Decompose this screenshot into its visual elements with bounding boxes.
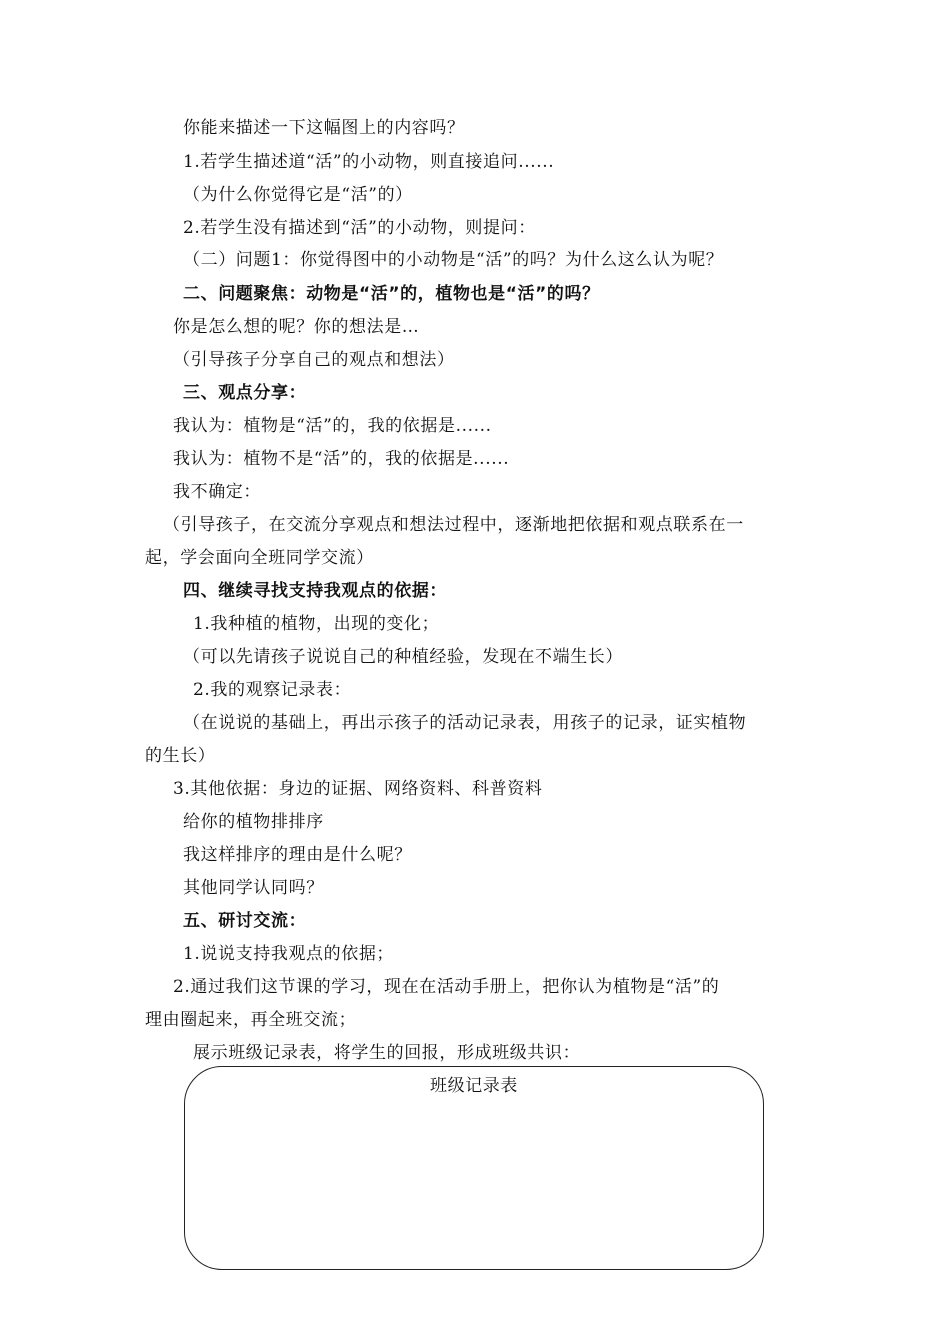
- paragraph-line: 起，学会面向全班同学交流）: [145, 548, 374, 568]
- paragraph-line: （引导孩子，在交流分享观点和想法过程中，逐渐地把依据和观点联系在一: [163, 515, 744, 535]
- paragraph-line: 展示班级记录表，将学生的回报，形成班级共识：: [193, 1043, 581, 1063]
- paragraph-line: 2.若学生没有描述到“活”的小动物，则提问：: [183, 218, 536, 238]
- paragraph-line: 我这样排序的理由是什么呢？: [183, 845, 412, 865]
- paragraph-line: （可以先请孩子说说自己的种植经验，发现在不端生长）: [183, 647, 623, 667]
- paragraph-line: 理由圈起来，再全班交流；: [145, 1010, 357, 1030]
- paragraph-line: 3.其他依据：身边的证据、网络资料、科普资料: [173, 779, 543, 799]
- paragraph-line: 你能来描述一下这幅图上的内容吗？: [183, 118, 465, 138]
- class-record-box: [184, 1066, 764, 1270]
- paragraph-line: （二）问题1：你觉得图中的小动物是“活”的吗？为什么这么认为呢？: [183, 250, 724, 270]
- paragraph-line: 你是怎么想的呢？你的想法是…: [173, 317, 420, 337]
- paragraph-line: （在说说的基础上，再出示孩子的活动记录表，用孩子的记录，证实植物: [183, 713, 747, 733]
- section-heading: 二、问题聚焦：动物是“活”的，植物也是“活”的吗？: [183, 284, 600, 304]
- paragraph-line: 1.说说支持我观点的依据；: [183, 944, 395, 964]
- paragraph-line: （为什么你觉得它是“活”的）: [183, 185, 413, 205]
- paragraph-line: 我认为：植物是“活”的，我的依据是......: [173, 416, 492, 436]
- section-heading: 四、继续寻找支持我观点的依据：: [183, 581, 447, 601]
- paragraph-line: 1.我种植的植物，出现的变化；: [193, 614, 440, 634]
- paragraph-line: 的生长）: [145, 746, 216, 766]
- record-box-title: 班级记录表: [430, 1076, 518, 1096]
- paragraph-line: 2.通过我们这节课的学习，现在在活动手册上，把你认为植物是“活”的: [173, 977, 720, 997]
- paragraph-line: 1.若学生描述道“活”的小动物，则直接追问......: [183, 152, 555, 172]
- paragraph-line: （引导孩子分享自己的观点和想法）: [173, 350, 455, 370]
- paragraph-line: 我认为：植物不是“活”的，我的依据是......: [173, 449, 510, 469]
- paragraph-line: 给你的植物排排序: [183, 812, 324, 832]
- paragraph-line: 其他同学认同吗？: [183, 878, 324, 898]
- paragraph-line: 我不确定：: [173, 482, 261, 502]
- paragraph-line: 2.我的观察记录表：: [193, 680, 352, 700]
- section-heading: 三、观点分享：: [183, 383, 307, 403]
- section-heading: 五、研讨交流：: [183, 911, 307, 931]
